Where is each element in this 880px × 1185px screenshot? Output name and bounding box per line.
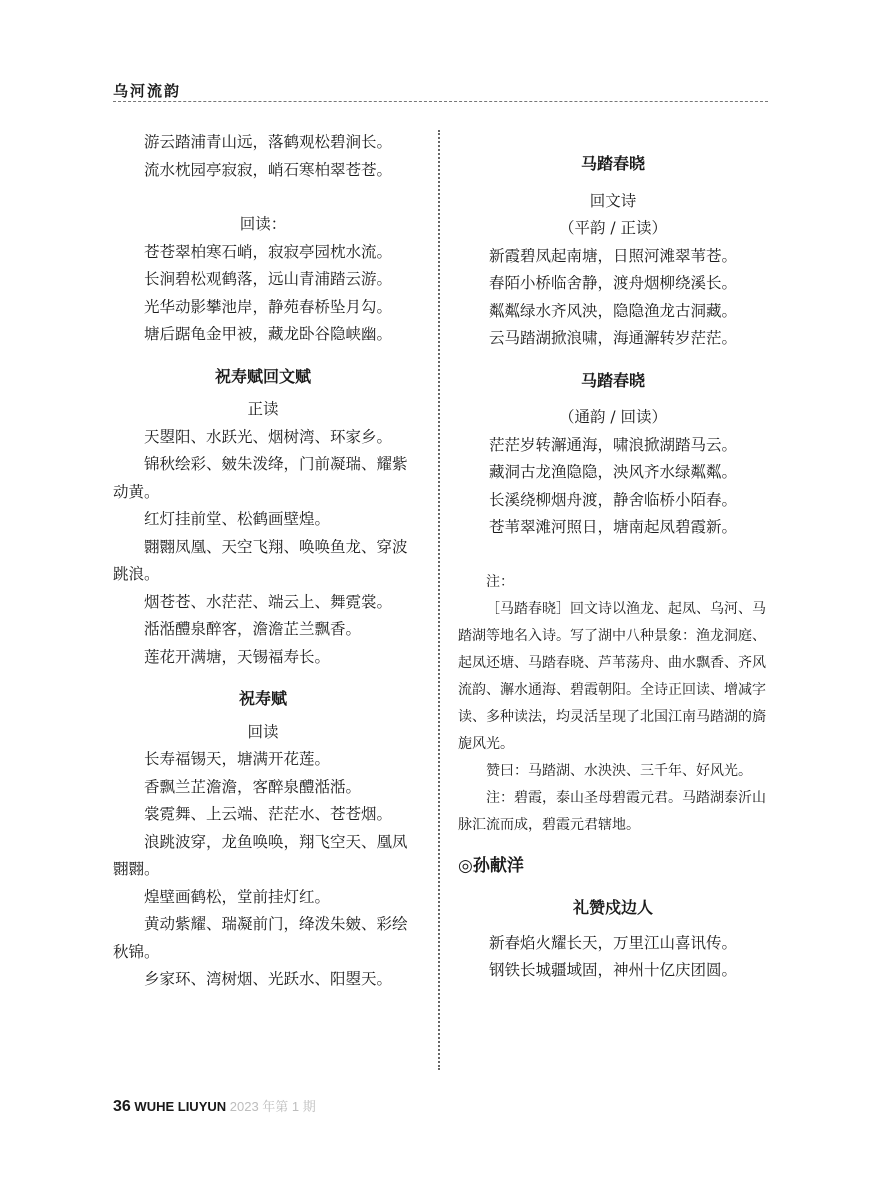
poem-line: 香飘兰芷澹澹，客醉泉醴湉湉。: [144, 777, 362, 796]
column-divider: [438, 130, 440, 1070]
right-column: [458, 150, 768, 985]
poem-line: 游云踏浦青山远，落鹤观松碧涧长。: [144, 133, 393, 151]
poem-line: 湉湉醴泉醉客，澹澹芷兰飘香。: [144, 620, 362, 638]
poem-line: 粼粼绿水齐风泱，隐隐渔龙古洞藏。: [489, 301, 738, 320]
poem-line: 藏洞古龙渔隐隐，泱风齐水绿粼粼。: [489, 463, 738, 481]
section-subtitle: （通韵 / 回读）: [558, 408, 668, 426]
poem-line: 茫茫岁转澥通海，啸浪掀湖踏马云。: [489, 435, 738, 454]
page-number: 36: [113, 1098, 131, 1115]
poem-line: 莲花开满塘，天锡福寿长。: [144, 647, 331, 666]
poem-line: 新霞碧凤起南塘，日照河滩翠苇苍。: [489, 246, 738, 265]
poem-line: 红灯挂前堂、松鹤画壁煌。: [144, 510, 331, 528]
poem-line: 塘后踞龟金甲被，藏龙卧谷隐峡幽。: [144, 325, 393, 343]
poem-line: 长溪绕柳烟舟渡，静舍临桥小陌春。: [489, 490, 738, 509]
poem-line: 烟苍苍、水茫茫、端云上、舞霓裳。: [144, 592, 393, 611]
poem-line: 春陌小桥临舍静，渡舟烟柳绕溪长。: [489, 274, 738, 292]
poem-line: 锦秋绘彩、皴朱泼绛，门前凝瑞、耀紫动黄。: [113, 455, 408, 501]
poem-line: 流水枕园亭寂寂，峭石寒柏翠苍苍。: [144, 160, 393, 179]
poem-line: 天曌阳、水跃光、烟树湾、环家乡。: [144, 427, 393, 446]
poem-title: 祝寿赋: [238, 689, 287, 708]
section-subtitle: 正读: [247, 400, 279, 418]
poem-line: 煌壁画鹤松，堂前挂灯红。: [144, 887, 331, 906]
author-name: ◎孙献洋: [458, 855, 524, 876]
magazine-name: WUHE LIUYUN: [134, 1099, 227, 1114]
poem-line: 乡家环、湾树烟、光跃水、阳曌天。: [144, 970, 393, 988]
poem-title: 马踏春晓: [580, 370, 645, 390]
section-subtitle: 回读：: [239, 215, 287, 233]
poem-title: 马踏春晓: [580, 154, 645, 173]
poem-line: 长涧碧松观鹤落，远山青浦踏云游。: [144, 270, 393, 288]
poem-line: 苍苇翠滩河照日，塘南起凤碧霞新。: [489, 518, 738, 536]
note-paragraph: 赞曰：马踏湖、水泱泱、三千年、好风光。: [486, 762, 752, 779]
poem-title: 礼赞戍边人: [572, 898, 653, 917]
section-subtitle: （平韵 / 正读）: [558, 219, 668, 237]
note-label: 注：: [486, 573, 514, 590]
section-subtitle: 回读: [247, 722, 279, 741]
page-header-title: 乌河流韵: [113, 82, 182, 100]
poem-line: 黄动紫耀、瑞凝前门，绛泼朱皴、彩绘秋锦。: [113, 915, 408, 961]
poem-line: 苍苍翠柏寒石峭，寂寂亭园枕水流。: [144, 242, 393, 261]
note-paragraph: 注：碧霞，泰山圣母碧霞元君。马踏湖泰沂山脉汇流而成，碧霞元君辖地。: [458, 789, 766, 833]
poem-line: 钢铁长城疆域固，神州十亿庆团圆。: [489, 961, 738, 979]
poem-line: 浪跳波穿，龙鱼唤唤，翔飞空天、凰凤翾翾。: [113, 832, 408, 878]
poem-line: 云马踏湖掀浪啸，海通澥转岁茫茫。: [489, 329, 738, 347]
poem-line: 新春焰火耀长天，万里江山喜讯传。: [489, 933, 738, 952]
section-subtitle: 回文诗: [589, 191, 637, 210]
poem-title: 祝寿赋回文赋: [214, 366, 311, 386]
poem-line: 光华动影攀池岸，静苑春桥坠月勾。: [144, 297, 393, 316]
page-footer: [113, 1096, 316, 1116]
header-rule: [113, 101, 768, 102]
poem-line: 裳霓舞、上云端、茫茫水、苍苍烟。: [144, 805, 393, 823]
poem-line: 翾翾凤凰、天空飞翔、唤唤鱼龙、穿波跳浪。: [113, 537, 408, 583]
issue-label: 2023 年第 1 期: [229, 1099, 316, 1114]
left-column: [113, 129, 413, 994]
poem-line: 长寿福锡天，塘满开花莲。: [144, 750, 331, 768]
note-paragraph: ［马踏春晓］回文诗以渔龙、起凤、乌河、马踏湖等地名入诗。写了湖中八种景象：渔龙洞庭、起凤还塘、马踏春晓、芦苇荡舟、曲水飘香、齐风流韵、澥水通海、碧霞朝阳。全诗正回读、增减字读、多种读法，均灵活呈现了北国江南马踏湖的旖旎风光。: [458, 600, 766, 752]
